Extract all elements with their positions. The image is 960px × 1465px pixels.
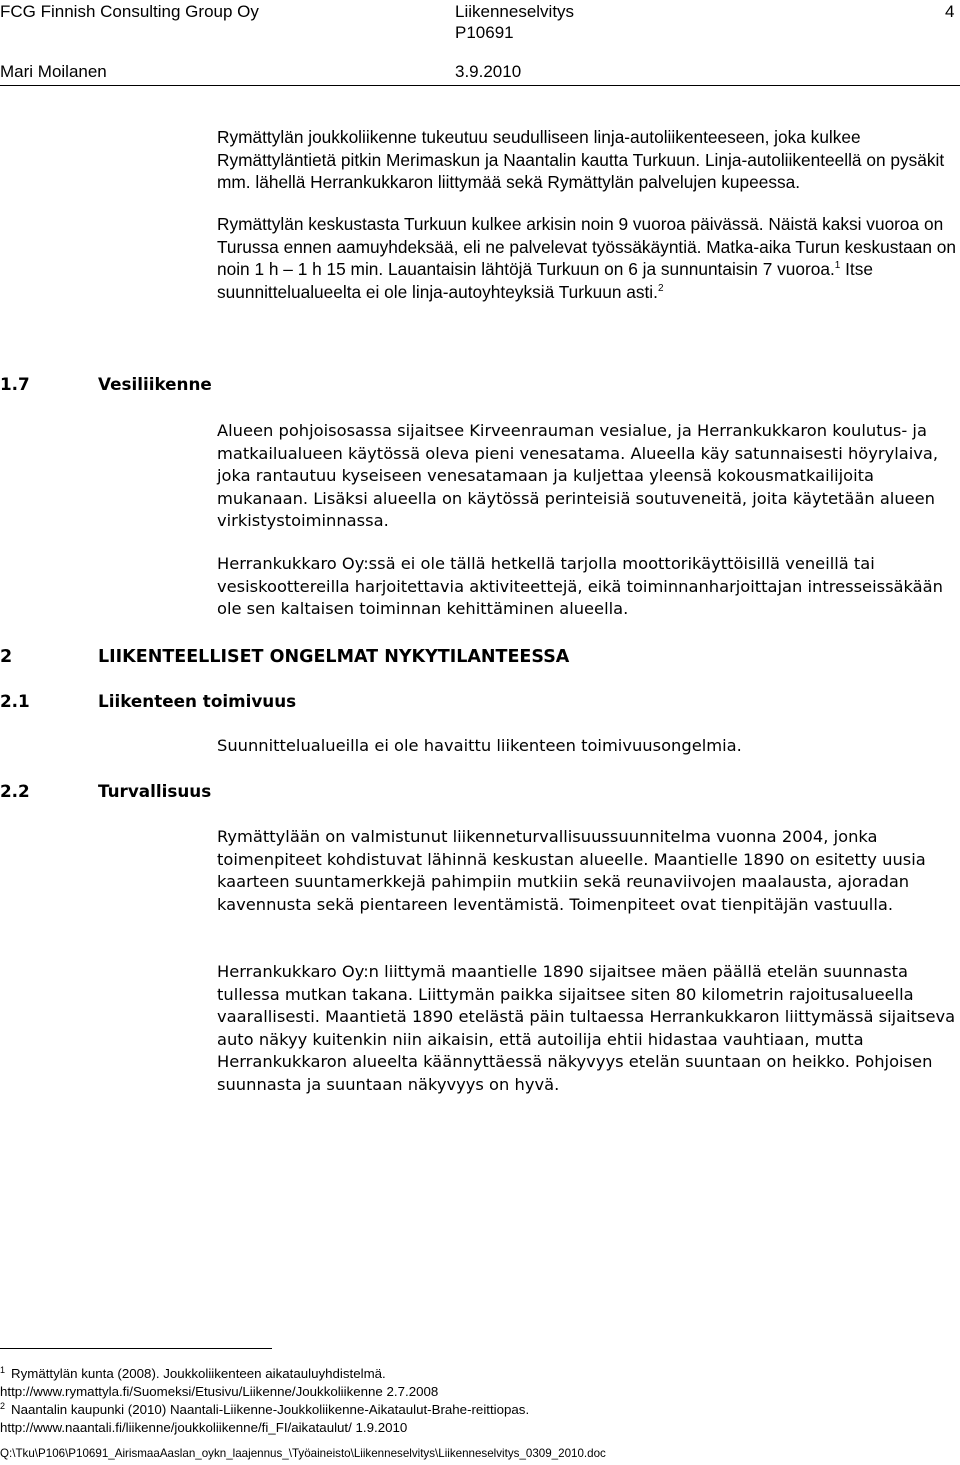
footnote-2-text: Naantalin kaupunki (2010) Naantali-Liikenne-Joukkoliikenne-Aikataulut-Brahe-reittiopas. [11,1402,530,1417]
section-1-7-paragraph-2 [217,553,957,621]
heading-2-2-title: Turvallisuus [98,781,212,801]
header-date: 3.9.2010 [455,62,522,81]
footnote-ref-1: 1 [834,260,841,272]
footnote-2-mark: 2 [0,1400,6,1411]
footnote-2-line-1 [0,1401,529,1418]
section-2-2-paragraph-2-text: Herrankukkaro Oy:n liittymä maantielle 1890 sijaitsee mäen päällä etelän suunnasta tullessa mutkan takana. Liittymän paikka sijaitsee siten 80 kilometrin rajoitusalueella vaarallisesti. Maantietä 1890 etelästä päin tultaessa Herrankukkaron liittymässä sijaitseva auto näkyy kuitenkin niin aikaisin, että autoilija ehtii hidastaa vauhtiaan, mutta Herrankukkaron alueelta käännyttäessä näkyvyys etelän suuntaan on heikko. Pohjoisen suunnasta ja suuntaan näkyvyys on hyvä. [217,962,956,1094]
file-path: Q:\Tku\P106\P10691_AirismaaAaslan_oykn_laajennus_\Työaineisto\Liikenneselvitys\Liikenneselvitys_0309_2010.doc [0,1447,606,1460]
intro-paragraph-2-text [217,213,957,303]
heading-2-1-number: 2.1 [0,691,30,711]
header-rule [0,85,960,86]
header-project-code: P10691 [455,23,514,42]
heading-2 [0,646,569,668]
section-1-7-paragraph-1-text: Alueen pohjoisosassa sijaitsee Kirveenrauman vesialue, ja Herrankukkaron koulutus- ja matkailualueen käytössä oleva pieni venesatama. Alueella käy satunnaisesti höyrylaiva, joka rantautuu kyseiseen venesatamaan ja kuljettaa yleensä kokousmatkailijoita mukanaan. Lisäksi alueella on käytössä perinteisiä soutuveneitä, joita käytetään alueen virkistystoiminnassa. [217,421,939,530]
section-1-7-paragraph-1 [217,420,957,533]
heading-1-7-number: 1.7 [0,374,30,394]
footnote-ref-2: 2 [657,283,664,295]
section-2-2-paragraph-1-text: Rymättylään on valmistunut liikenneturvallisuussuunnitelma vuonna 2004, jonka toimenpiteet kohdistuvat lähinnä keskustan alueelle. Maantielle 1890 on esitetty uusia kaarteen suuntamerkkejä pahimpiin mutkiin sekä reunaviivojen maalausta, ajoradan kavennusta sekä pientareen leventämistä. Toimenpiteet ovat tienpitäjän vastuulla. [217,827,926,914]
intro-paragraph-2-part-a: Rymättylän keskustasta Turkuun kulkee arkisin noin 9 vuoroa päivässä. Näistä kaksi vuoroa on Turussa ennen aamuyhdeksää, eli ne palvelevat työssäkäyntiä. Matka-aika Turun keskustaan on noin 1 h – 1 h 15 min. Lauantaisin lähtöjä Turkuun on 6 ja sunnuntaisin 7 vuoroa. [217,214,957,280]
heading-2-1-title: Liikenteen toimivuus [98,691,297,711]
footnote-1-text: Rymättylän kunta (2008). Joukkoliikenteen aikatauluyhdistelmä. [11,1366,386,1381]
heading-2-1 [0,690,296,712]
intro-paragraph-1-text: Rymättylän joukkoliikenne tukeutuu seudulliseen linja-autoliikenteeseen, joka kulkee Rymättyläntietä pitkin Merimaskun ja Naantalin kautta Turkuun. Linja-autoliikenteellä on pysäkit mm. lähellä Herrankukkaron liittymää sekä Rymättylän palvelujen kupeessa. [217,127,945,193]
intro-paragraph-2 [217,213,957,303]
footnote-1-link[interactable]: http://www.rymattyla.fi/Suomeksi/Etusivu/Liikenne/Joukkoliikenne 2.7.2008 [0,1384,439,1399]
header-author: Mari Moilanen [0,62,107,81]
section-1-7-paragraph-2-text: Herrankukkaro Oy:ssä ei ole tällä hetkellä tarjolla moottorikäyttöisillä veneillä tai vesiskoottereilla harjoitettavia aktiviteettejä, eikä toiminnanharjoittajan intresseissäkään ole sen kaltaisen toiminnan kehittäminen alueella. [217,554,943,618]
heading-2-title: LIIKENTEELLISET ONGELMAT NYKYTILANTEESSA [98,647,570,667]
header-page-number: 4 [945,2,955,21]
section-2-2-paragraph-2 [217,961,957,1097]
section-2-1-paragraph-1-text: Suunnittelualueilla ei ole havaittu liikenteen toimivuusongelmia. [217,736,742,755]
footnote-1-line-1 [0,1365,386,1382]
heading-1-7 [0,373,212,395]
heading-2-number: 2 [0,647,13,667]
intro-paragraph-2-part-b: Itse suunnittelualueelta ei ole linja-autoyhteyksiä Turkuun asti. [217,259,873,302]
header-doc-title: Liikenneselvitys [455,2,575,21]
section-2-1-paragraph-1 [217,735,957,758]
section-2-2-paragraph-1 [217,826,957,916]
heading-1-7-title: Vesiliikenne [98,374,212,394]
intro-paragraph-1 [217,126,953,194]
footnote-1-mark: 1 [0,1364,6,1375]
heading-2-2 [0,780,211,802]
heading-2-2-number: 2.2 [0,781,30,801]
header-company: FCG Finnish Consulting Group Oy [0,2,259,21]
footnote-separator [0,1348,272,1349]
footnote-2-link[interactable]: http://www.naantali.fi/liikenne/joukkoliikenne/fi_FI/aikataulut/ 1.9.2010 [0,1420,408,1435]
